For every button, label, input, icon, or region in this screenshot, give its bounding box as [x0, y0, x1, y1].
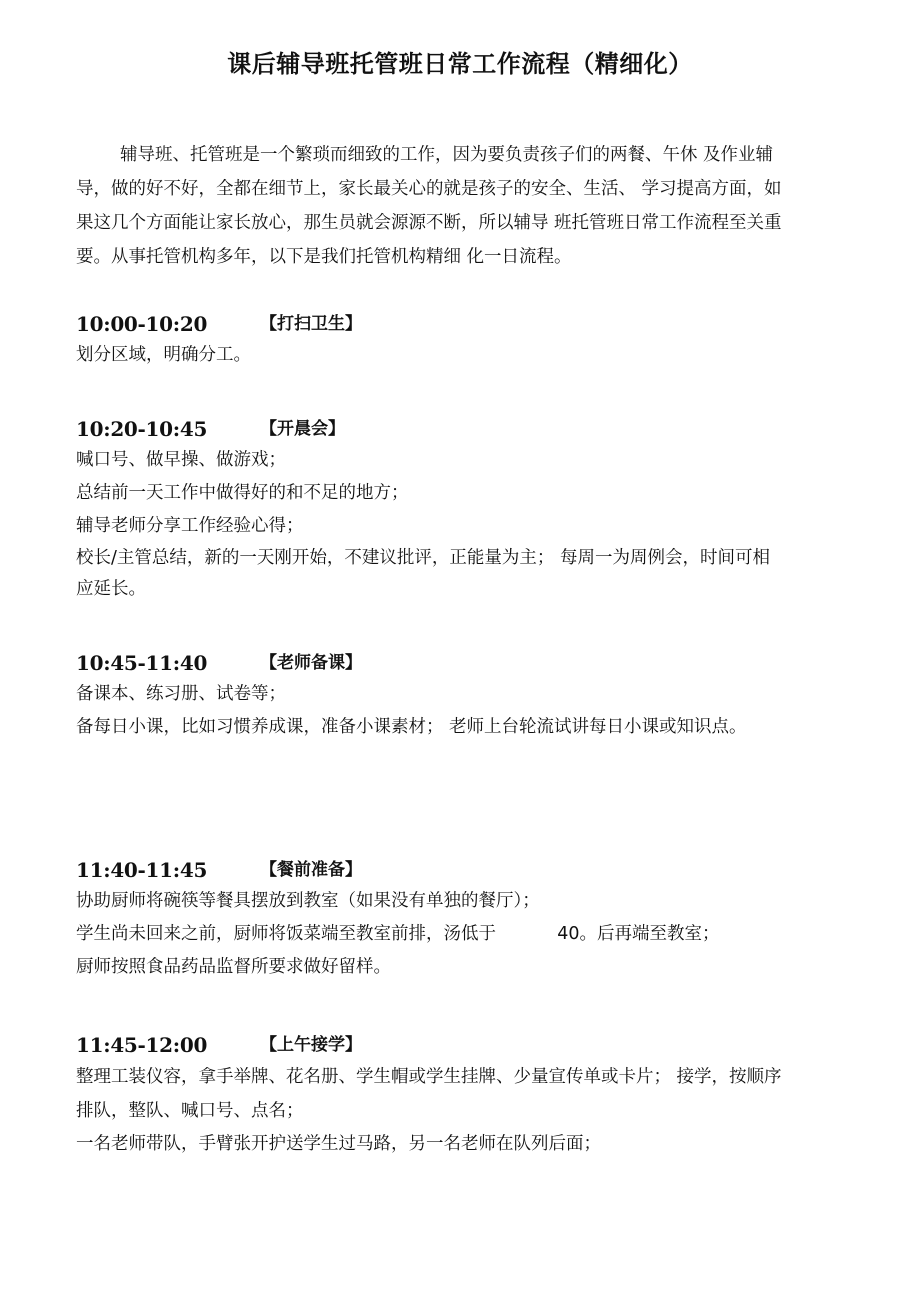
- section-header: [76, 1030, 786, 1060]
- schedule-section: [76, 414, 786, 605]
- section-header: [76, 648, 786, 678]
- intro-paragraph: 辅导班、托管班是一个繁琐而细致的工作，因为要负责孩子们的两餐、午休 及作业辅导，做的好不好，全都在细节上，家长最关心的就是孩子的安全、生活、 学习提高方面，如果这几个方面能让家长放心，那生员就会源源不断，所以辅导 班托管班日常工作流程至关重要。从事托管机构多年，以下是我们托管机构精细 化一日流程。: [76, 145, 782, 267]
- section-label: 【打扫卫生】: [260, 314, 362, 334]
- section-line: 协助厨师将碗筷等餐具摆放到教室（如果没有单独的餐厅）；: [76, 891, 540, 911]
- section-line: 备课本、练习册、试卷等；: [76, 684, 286, 704]
- section-time: 10:20-10:45: [76, 417, 208, 441]
- section-time: 11:40-11:45: [76, 858, 208, 882]
- section-line: 划分区域，明确分工。: [76, 345, 251, 365]
- section-line: 喊口号、做早操、做游戏；: [76, 450, 286, 470]
- section-line: 备每日小课，比如习惯养成课，准备小课素材； 老师上台轮流试讲每日小课或知识点。: [76, 717, 747, 737]
- section-line: 总结前一天工作中做得好的和不足的地方；: [76, 483, 409, 503]
- schedule-section: [76, 648, 786, 744]
- section-line: 学生尚未回来之前，厨师将饭菜端至教室前排，汤低于 40。后再端至教室；: [76, 924, 720, 944]
- section-line: 一名老师带队，手臂张开护送学生过马路，另一名老师在队列后面；: [76, 1134, 601, 1154]
- schedule-section: [76, 1030, 786, 1161]
- section-time: 10:45-11:40: [76, 651, 208, 675]
- section-label: 【老师备课】: [260, 653, 362, 673]
- section-time: 11:45-12:00: [76, 1033, 208, 1057]
- page-title: 课后辅导班托管班日常工作流程（精细化）: [227, 50, 693, 78]
- section-line: 厨师按照食品药品监督所要求做好留样。: [76, 957, 391, 977]
- section-line: 校长/主管总结，新的一天刚开始，不建议批评，正能量为主； 每周一为周例会，时间可相应延长。: [76, 548, 770, 599]
- section-line: 整理工装仪容，拿手举牌、花名册、学生帽或学生挂牌、少量宣传单或卡片； 接学，按顺序排队，整队、喊口号、点名；: [76, 1067, 782, 1121]
- section-header: [76, 414, 786, 444]
- section-time: 10:00-10:20: [76, 312, 208, 336]
- schedule-section: [76, 309, 786, 372]
- section-label: 【上午接学】: [260, 1035, 362, 1055]
- schedule-section: [76, 855, 786, 984]
- section-label: 【餐前准备】: [260, 860, 362, 880]
- section-line: 辅导老师分享工作经验心得；: [76, 516, 304, 536]
- section-header: [76, 855, 786, 885]
- section-header: [76, 309, 786, 339]
- section-label: 【开晨会】: [260, 419, 345, 439]
